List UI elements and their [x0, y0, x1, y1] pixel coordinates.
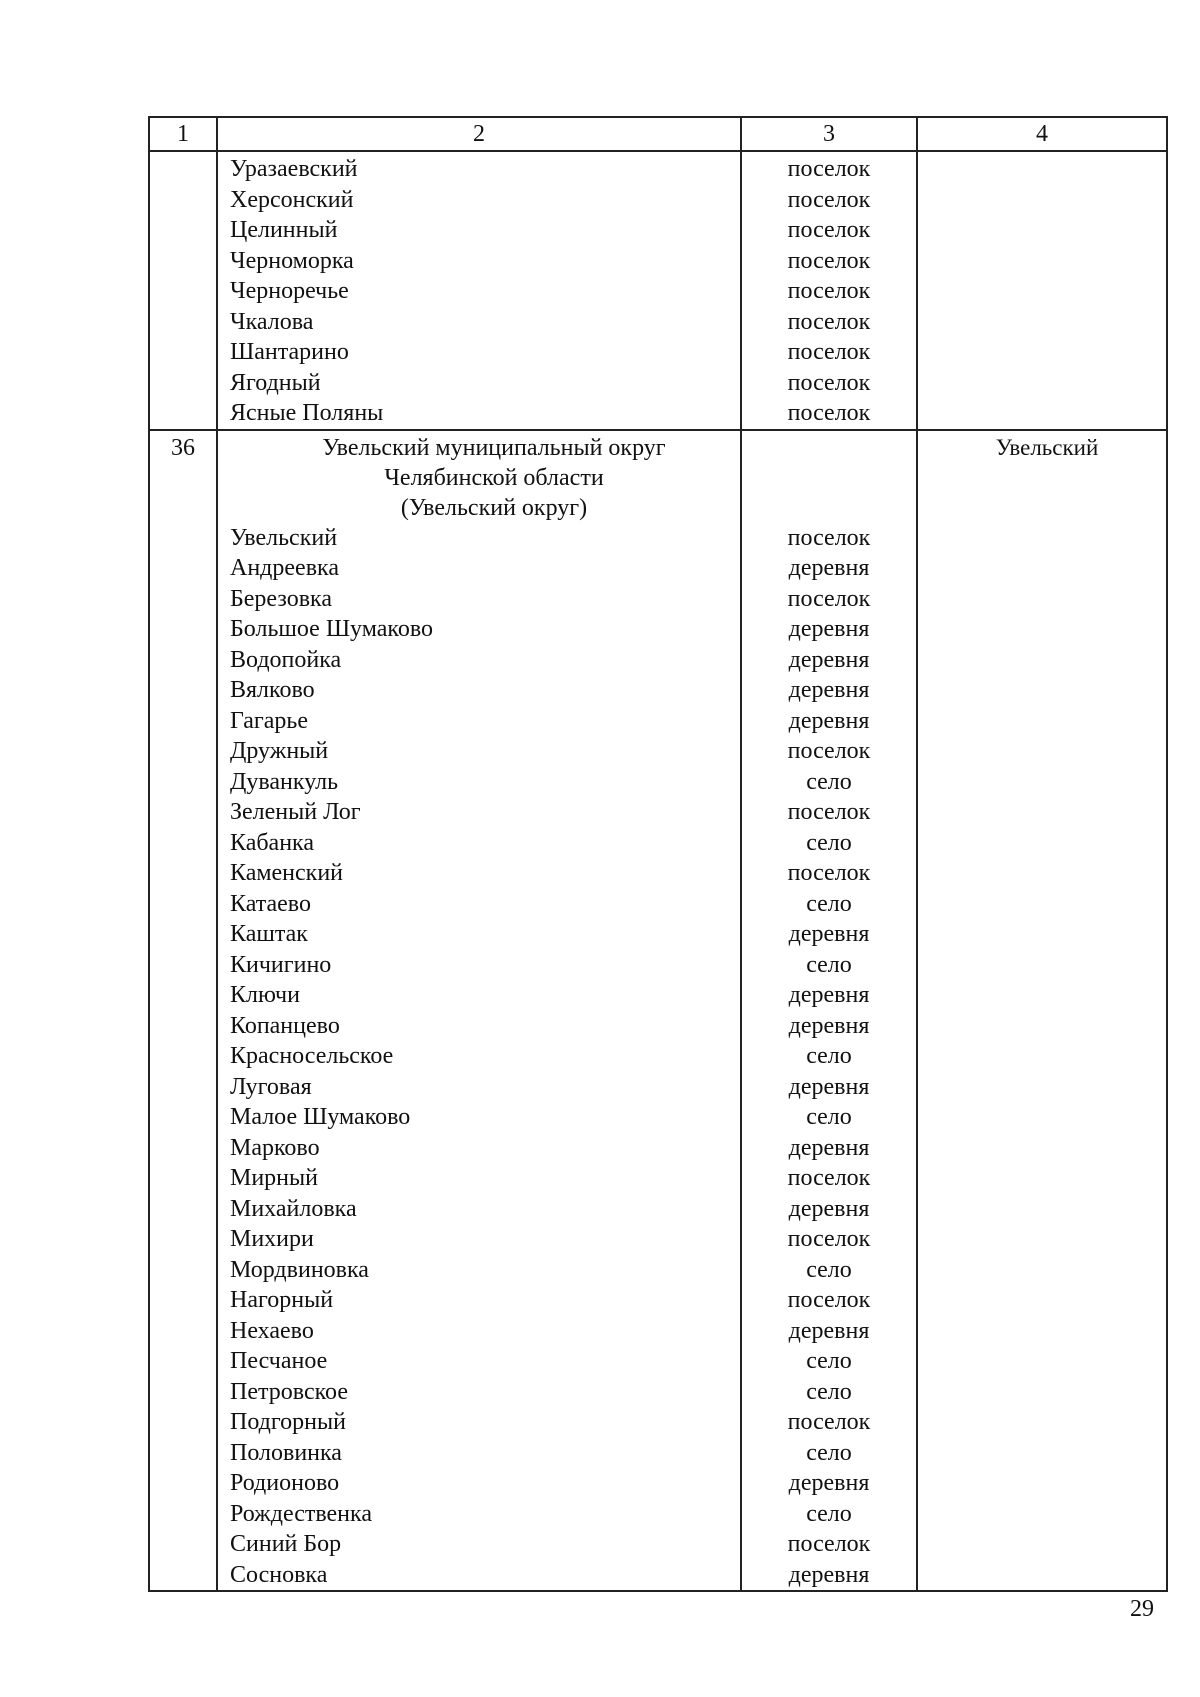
settlement-name: Дружный: [230, 738, 329, 764]
settlement-name: Петровское: [230, 1378, 348, 1405]
region-cell: [918, 152, 1166, 429]
settlement-name: Кабанка: [230, 829, 314, 856]
settlement-name: Большое Шумаково: [230, 616, 433, 642]
settlement-name: Черноречье: [230, 278, 349, 304]
settlement-name: Михири: [230, 1226, 314, 1252]
settlement-type: поселок: [787, 156, 871, 182]
settlement-type: деревня: [788, 1195, 870, 1222]
settlement-name: Рождественка: [230, 1500, 372, 1527]
settlement-type: поселок: [787, 1409, 871, 1435]
settlement-name: Песчаное: [230, 1348, 328, 1374]
settlement-name: Херсонский: [230, 186, 354, 213]
settlement-type: поселок: [787, 738, 871, 764]
settlement-type-column: [742, 431, 918, 1591]
settlement-name: Черноморка: [230, 247, 354, 274]
settlement-type: село: [806, 1439, 852, 1466]
column-header-1: 1: [150, 118, 218, 150]
settlement-name: Кичигино: [230, 951, 332, 978]
settlement-type: деревня: [788, 921, 870, 947]
settlement-name: Сосновка: [230, 1561, 328, 1588]
settlement-type: поселок: [787, 369, 871, 396]
settlement-name: Луговая: [230, 1073, 312, 1100]
settlement-type: деревня: [788, 677, 870, 703]
settlement-name: Мордвиновка: [230, 1256, 369, 1283]
settlement-type: деревня: [788, 982, 870, 1008]
district-heading-line: Увельский муниципальный округ: [322, 434, 666, 461]
settlement-name: Дуванкуль: [230, 768, 339, 795]
settlement-name: Каштак: [230, 921, 308, 947]
settlement-name: Копанцево: [230, 1012, 340, 1039]
settlement-name: Вялково: [230, 677, 315, 703]
settlement-name: Подгорный: [230, 1409, 346, 1435]
district-section-36: [150, 431, 1166, 1591]
settlement-type: деревня: [788, 1317, 870, 1344]
continued-district-section: [150, 152, 1166, 431]
settlement-name: Нагорный: [230, 1287, 334, 1313]
district-settlement-types: [742, 523, 916, 1591]
district-heading-line: (Увельский округ): [400, 494, 588, 521]
settlement-type: поселок: [787, 400, 871, 426]
settlement-name: Гагарье: [230, 707, 309, 734]
settlement-type: поселок: [787, 1226, 871, 1252]
settlement-type: деревня: [788, 616, 870, 642]
settlement-name-column: [218, 152, 742, 429]
settlement-type: село: [806, 829, 852, 856]
settlement-type: поселок: [787, 860, 871, 886]
page-number: 29: [1130, 1596, 1154, 1622]
settlement-name: Уразаевский: [230, 156, 358, 182]
settlement-type: деревня: [788, 1561, 870, 1588]
district-heading-line: Челябинской области: [384, 464, 604, 491]
region-cell: [918, 431, 1166, 1591]
settlement-type: поселок: [787, 1531, 871, 1557]
settlement-type: деревня: [788, 707, 870, 734]
settlement-name: Катаево: [230, 890, 311, 917]
district-number: 36: [171, 434, 195, 461]
district-region-name: Увельский: [995, 434, 1099, 460]
settlement-type: поселок: [787, 1287, 871, 1313]
settlement-type: деревня: [788, 1012, 870, 1039]
settlement-type: поселок: [787, 278, 871, 304]
settlement-type: поселок: [787, 524, 871, 551]
column-header-2: 2: [218, 118, 742, 150]
settlement-type: поселок: [787, 308, 871, 335]
settlement-type: село: [806, 1043, 852, 1069]
settlement-type: деревня: [788, 555, 870, 581]
settlement-type: село: [806, 1348, 852, 1374]
settlement-name: Красносельское: [230, 1043, 394, 1069]
settlement-type: деревня: [788, 1134, 870, 1161]
settlement-name: Водопойка: [230, 646, 342, 673]
settlement-type: поселок: [787, 186, 871, 213]
settlement-name: Мирный: [230, 1165, 318, 1191]
district-heading: [218, 433, 740, 523]
settlement-type: село: [806, 1104, 852, 1130]
settlements-table: [148, 116, 1168, 1592]
settlement-type: село: [806, 951, 852, 978]
settlement-name: Ключи: [230, 982, 300, 1008]
settlement-name: Марково: [230, 1134, 320, 1161]
settlement-type: поселок: [787, 339, 871, 365]
settlement-name: Малое Шумаково: [230, 1104, 411, 1130]
settlement-name: Михайловка: [230, 1195, 357, 1222]
settlement-name: Синий Бор: [230, 1531, 342, 1557]
settlement-name: Андреевка: [230, 555, 339, 581]
settlement-name: Нехаево: [230, 1317, 314, 1344]
settlement-name: Половинка: [230, 1439, 342, 1466]
district-settlement-names: [218, 523, 740, 1591]
settlement-type: село: [806, 890, 852, 917]
settlement-name: Ягодный: [230, 369, 321, 396]
settlement-name: Целинный: [230, 217, 338, 243]
column-header-4: 4: [1036, 121, 1048, 147]
row-number-cell: [150, 431, 218, 1591]
settlement-type: поселок: [787, 217, 871, 243]
settlement-name: Чкалова: [230, 308, 314, 335]
row-number-cell: [150, 152, 218, 429]
settlement-type-column: [742, 152, 918, 429]
settlement-type: село: [806, 1378, 852, 1405]
settlement-type: село: [806, 768, 852, 795]
settlement-type: село: [806, 1500, 852, 1527]
settlement-type: поселок: [787, 1165, 871, 1191]
column-header-3: 3: [742, 118, 918, 150]
settlement-type: деревня: [788, 646, 870, 673]
settlement-type: деревня: [788, 1073, 870, 1100]
settlement-name: Шантарино: [230, 339, 349, 365]
settlement-name-column: [218, 431, 742, 1591]
settlement-name: Родионово: [230, 1470, 340, 1496]
settlement-name: Зеленый Лог: [230, 799, 361, 825]
settlement-name: Каменский: [230, 860, 344, 886]
settlement-type: поселок: [787, 247, 871, 274]
table-header-row: [150, 118, 1166, 152]
settlement-type: поселок: [787, 799, 871, 825]
settlement-name: Увельский: [230, 524, 338, 551]
settlement-type: село: [806, 1256, 852, 1283]
settlement-type: поселок: [787, 585, 871, 612]
settlement-name: Березовка: [230, 585, 332, 612]
settlement-type: деревня: [788, 1470, 870, 1496]
settlement-name: Ясные Поляны: [230, 400, 384, 426]
